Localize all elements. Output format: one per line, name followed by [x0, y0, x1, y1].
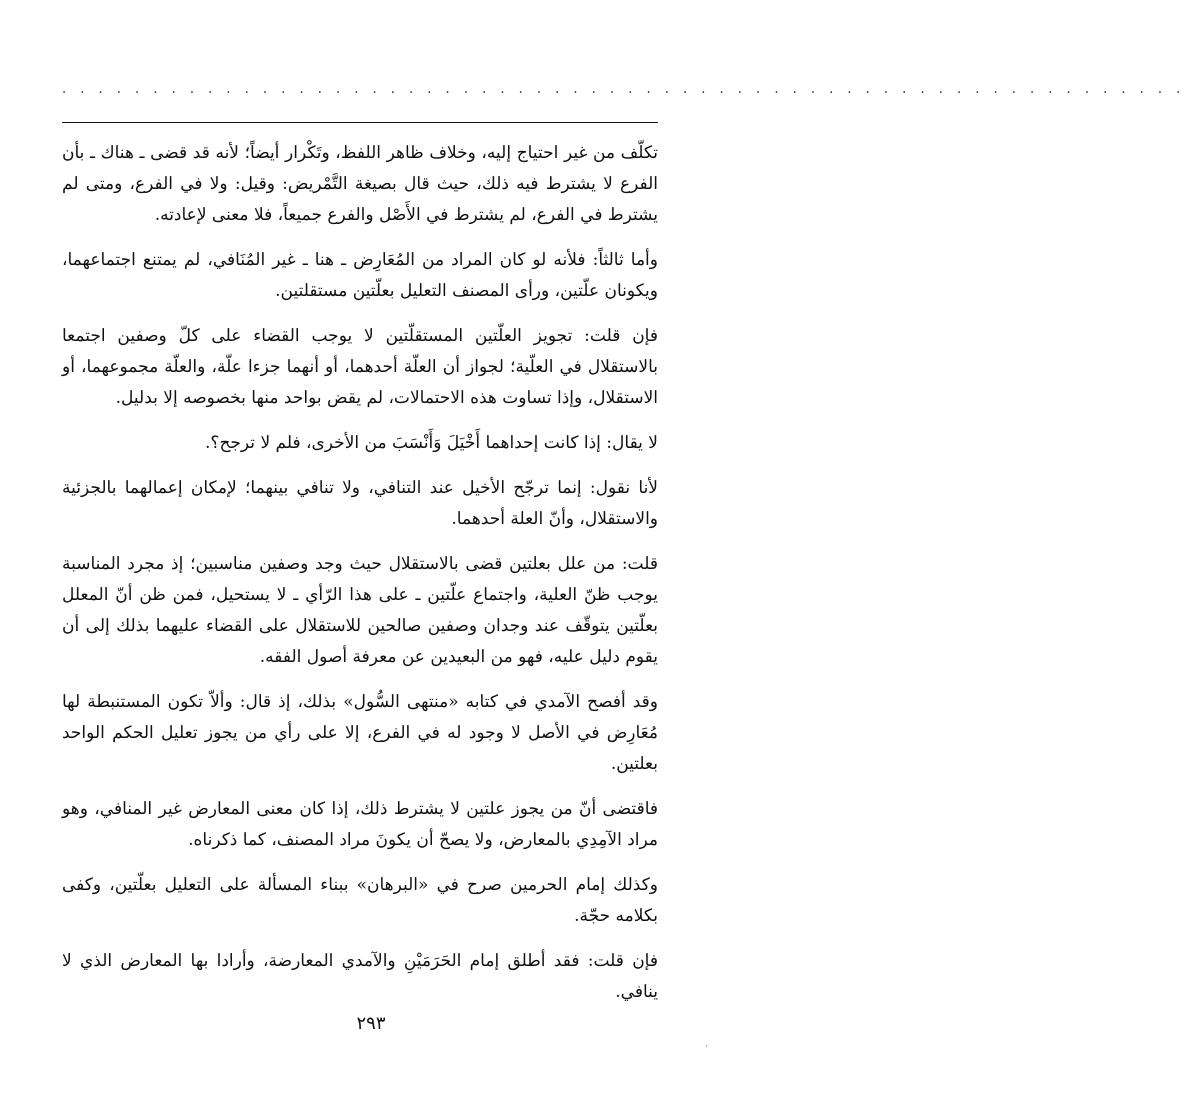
header-rule [62, 122, 658, 123]
paragraph-7: وقد أفصح الآمدي في كتابه «منتهى السُّول» بذلك، إذ قال: وألاّ تكون المستنبطة لها مُعَارِض في الأصل لا وجود له في الفرع، إلا على رأي من يجوز تعليل الحكم الواحد بعلتين. [62, 692, 658, 774]
paragraph-4: لا يقال: إذا كانت إحداهما أَخْيَلَ وَأَنْسَبَ من الأخرى، فلم لا ترجح؟. [205, 433, 658, 453]
paragraph-2: وأما ثالثاً: فلأنه لو كان المراد من المُعَارِض ـ هنا ـ غير المُنَافي، لم يمتنع اجتماعهما، ويكونان علّتين، ورأى المصنف التعليل بعلّتين مستقلتين. [62, 250, 658, 301]
header-dotted-line: . . . . . . . . . . . . . . . . . . . . . . . . . . . . . . . . . . . . . . . . . . . . . . . . . . . . . . . . . . . . . . [62, 82, 1185, 97]
paragraph-8: فاقتضى أنّ من يجوز علتين لا يشترط ذلك، إذا كان معنى المعارض غير المنافي، وهو مراد الآمِدِي بالمعارض، ولا يصحّ أن يكونَ مراد المصنف، كما ذكرناه. [62, 799, 658, 850]
paragraph-6: قلت: من علل بعلتين قضى بالاستقلال حيث وجد وصفين مناسبين؛ إذ مجرد المناسبة يوجب ظنّ العلية، واجتماع علّتين ـ على هذا الرّأي ـ لا يستحيل، فمن ظن أنّ المعلل بعلّتين يتوقّف عند وجدان وصفين صالحين للاستقلال على القضاء عليهما بذلك إلى أن يقوم دليل عليه، فهو من البعيدين عن معرفة أصول الفقه. [62, 554, 658, 667]
paragraph-3: فإن قلت: تجويز العلّتين المستقلّتين لا يوجب القضاء على كلّ وصفين اجتمعا بالاستقلال في العلّية؛ لجواز أن العلّة أحدهما، أو أنهما جزءا علّة، والعلّة مجموعهما، أو الاستقلال، وإذا تساوت هذه الاحتمالات، لم يقض بواحد منها بخصوصه إلا بدليل. [62, 326, 658, 408]
scan-mark: · [705, 1042, 708, 1052]
page-body [62, 138, 658, 1022]
paragraph-9: وكذلك إمام الحرمين صرح في «البرهان» ببناء المسألة على التعليل بعلّتين، وكفى بكلامه حجّة. [62, 875, 658, 926]
page-number: ٢٩٣ [356, 1013, 386, 1034]
paragraph-5: لأنا نقول: إنما ترجّح الأخيل عند التنافي، ولا تنافي بينهما؛ لإمكان إعمالهما بالجزئية والاستقلال، وأنّ العلة أحدهما. [62, 478, 658, 529]
paragraph-10: فإن قلت: فقد أطلق إمام الحَرَمَيْنِ والآمدي المعارضة، وأرادا بها المعارض الذي لا ينافي. [62, 951, 658, 1002]
paragraph-1: تكلّف من غير احتياج إليه، وخلاف ظاهر اللفظ، وتَكْرار أيضاً؛ لأنه قد قضى ـ هناك ـ بأن الفرع لا يشترط فيه ذلك، حيث قال بصيغة التَّمْريض: وقيل: ولا في الفرع، ومتى لم يشترط في الفرع، لم يشترط في الأَصْل والفرع جميعاً، فلا معنى لإعادته. [62, 143, 658, 225]
